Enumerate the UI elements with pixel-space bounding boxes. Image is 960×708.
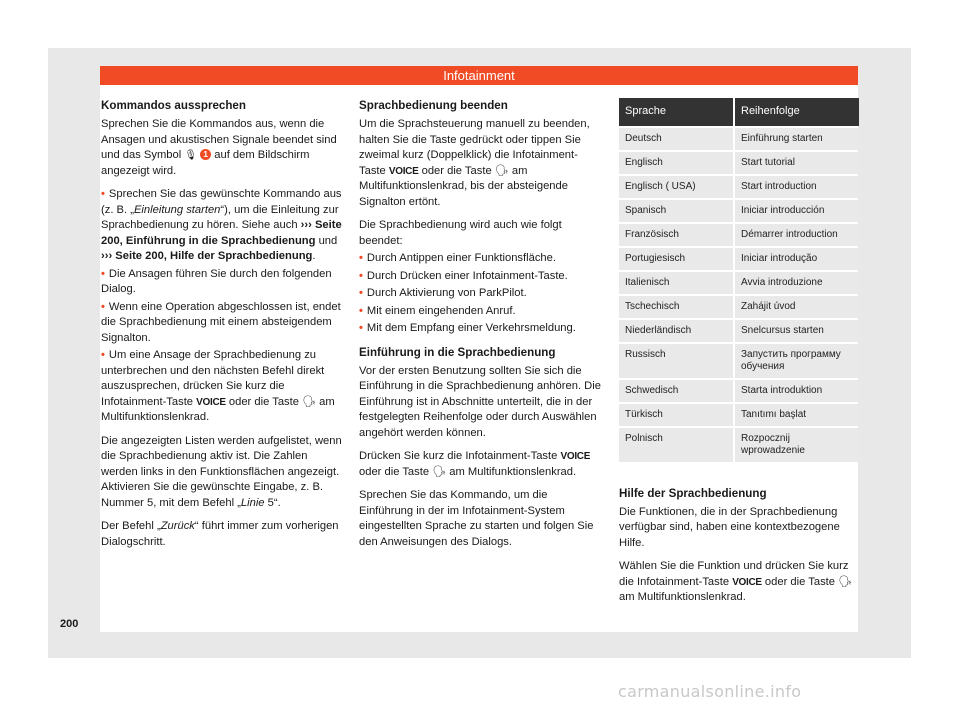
paragraph-druecken: Drücken Sie kurz die Infotainment-Taste VOICE oder die Taste 🗣 am Multifunktionslenkrad.: [359, 450, 591, 478]
link-einfuehrung[interactable]: ››› Seite 200, Einführung in die Sprachbedienung: [101, 219, 342, 247]
cell-command: Démarrer introduction: [735, 224, 859, 246]
cell-language: Tschechisch: [619, 296, 735, 318]
cell-language: Italienisch: [619, 272, 735, 294]
table-row: [619, 248, 859, 270]
paragraph-beendet: Die Sprachbedienung wird auch wie folgt beendet:: [359, 219, 562, 247]
bullet-m2: • Durch Drücken einer Infotainment-Taste.: [359, 269, 568, 282]
bullet-dot: •: [101, 188, 105, 200]
callout-number: 1: [200, 149, 211, 160]
cell-language: Französisch: [619, 224, 735, 246]
table-header-row: [619, 98, 859, 126]
paragraph-beenden: Um die Sprachsteuerung manuell zu beenden, halten Sie die Taste gedrückt oder tippen Sie zweimal kurz (Doppelklick) die Infotainment-Taste VOICE oder die Taste 🗣 am Multifunktionslenkrad, bis der absteigende Signalton ertönt.: [359, 118, 590, 208]
microphone-icon: 🎙: [184, 150, 198, 161]
bullet-m5: • Mit dem Empfang einer Verkehrsmeldung.: [359, 322, 576, 334]
cell-language: Polnisch: [619, 428, 735, 462]
bullet-3: • Wenn eine Operation abgeschlossen ist, endet die Sprachbedienung mit einem absteigendem Signalton.: [101, 300, 341, 344]
table-row: [619, 200, 859, 222]
cell-language: Englisch ( USA): [619, 176, 735, 198]
cell-command: Snelcursus starten: [735, 320, 859, 342]
table-row: [619, 296, 859, 318]
cell-command: Start tutorial: [735, 152, 859, 174]
cell-language: Englisch: [619, 152, 735, 174]
cell-command: Rozpocznij wprowadzenie: [735, 428, 859, 462]
heading-beenden: Sprachbedienung beenden: [359, 99, 508, 112]
steering-voice-icon: 🗣: [432, 465, 447, 478]
page-number: 200: [60, 618, 79, 630]
cell-language: Portugiesisch: [619, 248, 735, 270]
cell-language: Deutsch: [619, 128, 735, 150]
paragraph-hilfe: Die Funktionen, die in der Sprachbedienung verfügbar sind, haben eine kontextbezogene Hilfe.: [619, 505, 840, 549]
cell-command: Iniciar introducción: [735, 200, 859, 222]
section-header: Infotainment: [100, 66, 858, 85]
steering-voice-icon: 🗣: [494, 164, 509, 177]
paragraph-sprechen: Sprechen Sie das Kommando, um die Einführung in der im Infotainment-System eingestellten Sprache zu starten und folgen Sie den Anweisungen des Dialogs.: [359, 489, 594, 548]
cell-command: Zahájit úvod: [735, 296, 859, 318]
table-header-order: Reihenfolge: [735, 98, 859, 126]
paragraph-zurueck: Der Befehl „Zurück“ führt immer zum vorherigen Dialogschritt.: [101, 520, 339, 548]
table-row: [619, 320, 859, 342]
voice-key-icon: VOICE: [196, 396, 226, 408]
language-table: [619, 96, 859, 464]
table-row: [619, 176, 859, 198]
table-row: [619, 344, 859, 378]
heading-hilfe: Hilfe der Sprachbedienung: [619, 486, 767, 500]
table-header-language: Sprache: [619, 98, 735, 126]
column-right: [619, 98, 862, 614]
cell-command: Tanıtımı başlat: [735, 404, 859, 426]
bullet-1: • Sprechen Sie das gewünschte Kommando aus (z. B. „Einleitung starten“), um die Einleitung zur Sprachbedienung zu hören. Siehe auch ››› Seite 200, Einführung in die Sprachbedienung und ››› Seite 200, Hilfe der Sprachbedienung.: [101, 188, 342, 262]
table-row: [619, 380, 859, 402]
paragraph-lists: Die angezeigten Listen werden aufgelistet, wenn die Sprachbedienung aktiv ist. Die Zahlen werden links in den Funktionsflächen angezeigt. Aktivieren Sie die gewünschte Eingabe, z. B. Nummer 5, mit dem Befehl „Linie 5“.: [101, 434, 342, 509]
steering-voice-icon: 🗣: [838, 575, 853, 588]
table-row: [619, 128, 859, 150]
table-row: [619, 428, 859, 462]
voice-key-icon: VOICE: [388, 165, 419, 177]
heading-kommandos: Kommandos aussprechen: [101, 99, 246, 112]
paragraph-hilfe-taste: Wählen Sie die Funktion und drücken Sie kurz die Infotainment-Taste VOICE oder die Taste 🗣 am Multifunktionslenkrad.: [619, 560, 853, 603]
cell-language: Niederländisch: [619, 320, 735, 342]
paragraph-einfuehrung: Vor der ersten Benutzung sollten Sie sich die Einführung in die Sprachbedienung anhören. Die Einführung ist in Abschnitte unterteilt, die in der festgelegten Reihenfolge oder durch Auswählen angehört werden können.: [359, 364, 601, 439]
link-hilfe[interactable]: ››› Seite 200, Hilfe der Sprachbedienung: [101, 250, 313, 262]
bullet-m3: • Durch Aktivierung von ParkPilot.: [359, 287, 527, 299]
cell-command: Starta introduktion: [735, 380, 859, 402]
bullet-4: • Um eine Ansage der Sprachbedienung zu unterbrechen und den nächsten Befehl direkt auszusprechen, drücken Sie kurz die Infotainment-Taste VOICE oder die Taste 🗣 am Multifunktionslenkrad.: [101, 349, 335, 423]
voice-key-icon: VOICE: [560, 451, 591, 462]
cell-command: Einführung starten: [735, 128, 859, 150]
bullet-m4: • Mit einem eingehenden Anruf.: [359, 304, 516, 317]
table-row: [619, 152, 859, 174]
voice-key-icon: VOICE: [732, 576, 762, 588]
bullet-2: • Die Ansagen führen Sie durch den folgenden Dialog.: [101, 267, 332, 295]
cell-command: Iniciar introdução: [735, 248, 859, 270]
table-body: [619, 128, 859, 462]
watermark: carmanualsonline.info: [618, 682, 802, 701]
cell-command: Start introduction: [735, 176, 859, 198]
table-row: [619, 224, 859, 246]
cell-language: Schwedisch: [619, 380, 735, 402]
cell-command: Avvia introduzione: [735, 272, 859, 294]
bullet-m1: • Durch Antippen einer Funktionsfläche.: [359, 252, 556, 264]
table-row: [619, 404, 859, 426]
column-left: [101, 98, 344, 558]
cell-language: Russisch: [619, 344, 735, 378]
cell-command: Запустить программу обучения: [735, 344, 859, 378]
heading-einfuehrung: Einführung in die Sprachbedienung: [359, 345, 556, 359]
column-middle: [359, 98, 602, 558]
paragraph-intro: Sprechen Sie die Kommandos aus, wenn die Ansagen und akustischen Signale beendet sind und das Symbol 🎙 1 auf dem Bildschirm angezeigt wird.: [101, 118, 337, 177]
cell-language: Türkisch: [619, 404, 735, 426]
cell-language: Spanisch: [619, 200, 735, 222]
steering-voice-icon: 🗣: [302, 395, 317, 408]
table-row: [619, 272, 859, 294]
